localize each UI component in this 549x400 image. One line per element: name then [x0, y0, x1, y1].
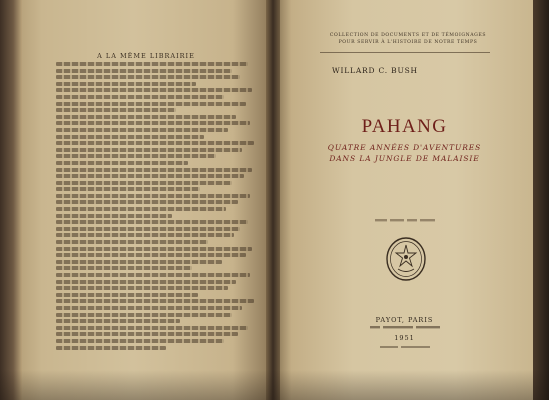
subtitle-line-2: DANS LA JUNGLE DE MALAISIE [329, 154, 480, 163]
left-page-text-line [56, 332, 238, 336]
left-page-text-line [56, 299, 254, 303]
left-page-text-line [56, 346, 166, 350]
left-page-text-line [56, 181, 232, 185]
publisher-block [276, 316, 533, 352]
left-page-text-line [56, 108, 176, 112]
book-cover-right-edge [533, 0, 549, 400]
left-page-text-line [56, 95, 224, 99]
book-cover-left-edge [0, 0, 22, 400]
left-page-text-line [56, 326, 248, 330]
header-rule [320, 52, 490, 53]
subtitle-line-1: QUATRE ANNÉES D'AVENTURES [327, 143, 482, 152]
left-page-text-line [56, 306, 242, 310]
series-line-1: COLLECTION DE DOCUMENTS ET DE TÉMOIGNAGES [329, 33, 487, 38]
left-page-text-line [56, 174, 244, 178]
left-page-text-line [56, 128, 228, 132]
left-page-text-line [56, 194, 250, 198]
left-page-text-line [56, 220, 248, 224]
author-name: WILLARD C. BUSH [332, 66, 418, 75]
left-page-text-line [56, 200, 238, 204]
left-page-text-line [56, 273, 250, 277]
left-page-text-line [56, 214, 172, 218]
left-page-text-line [56, 187, 200, 191]
left-page-text-line [56, 286, 228, 290]
left-page-text-line [56, 233, 234, 237]
left-page-text-block [56, 62, 256, 377]
left-page-text-line [56, 115, 236, 119]
series-line-2: POUR SERVIR À L'HISTOIRE DE NOTRE TEMPS [338, 40, 478, 45]
publisher-year: 1951 [394, 334, 415, 342]
small-note-line [276, 218, 533, 224]
left-page-text-line [56, 253, 246, 257]
left-page-text-line [56, 62, 248, 66]
left-page-text-line [56, 88, 252, 92]
left-page-text-line [56, 154, 216, 158]
left-page-text-line [56, 293, 198, 297]
left-page-text-line [56, 319, 180, 323]
left-page-text-line [56, 148, 242, 152]
illegible-rights [380, 345, 430, 349]
left-page-text-line [56, 280, 236, 284]
publisher-address [276, 325, 533, 334]
book-title: PAHANG [361, 116, 448, 137]
left-page-text-line [56, 135, 204, 139]
rights-line [276, 343, 533, 352]
left-page-text-line [56, 168, 252, 172]
left-page-text-line [56, 339, 224, 343]
left-page-text-line [56, 121, 250, 125]
left-page-text-line [56, 82, 196, 86]
left-page-text-line [56, 260, 222, 264]
book-subtitle [276, 142, 533, 164]
left-page-text-line [56, 266, 192, 270]
series-header [298, 32, 518, 46]
left-page-text-line [56, 227, 240, 231]
left-page-text-line [56, 313, 232, 317]
publisher-emblem-icon [385, 236, 427, 282]
left-page-text-line [56, 69, 232, 73]
left-page-text-line [56, 247, 252, 251]
left-page-text-line [56, 240, 208, 244]
left-page-text-line [56, 207, 226, 211]
left-page-text-line [56, 141, 254, 145]
illegible-note [375, 218, 435, 223]
left-page-text-line [56, 102, 246, 106]
left-page-text-line [56, 161, 188, 165]
illegible-address [370, 325, 440, 330]
left-page-heading: A LA MÊME LIBRAIRIE [97, 52, 195, 60]
left-page-text-line [56, 75, 240, 79]
publisher-name: PAYOT, PARIS [375, 316, 434, 324]
